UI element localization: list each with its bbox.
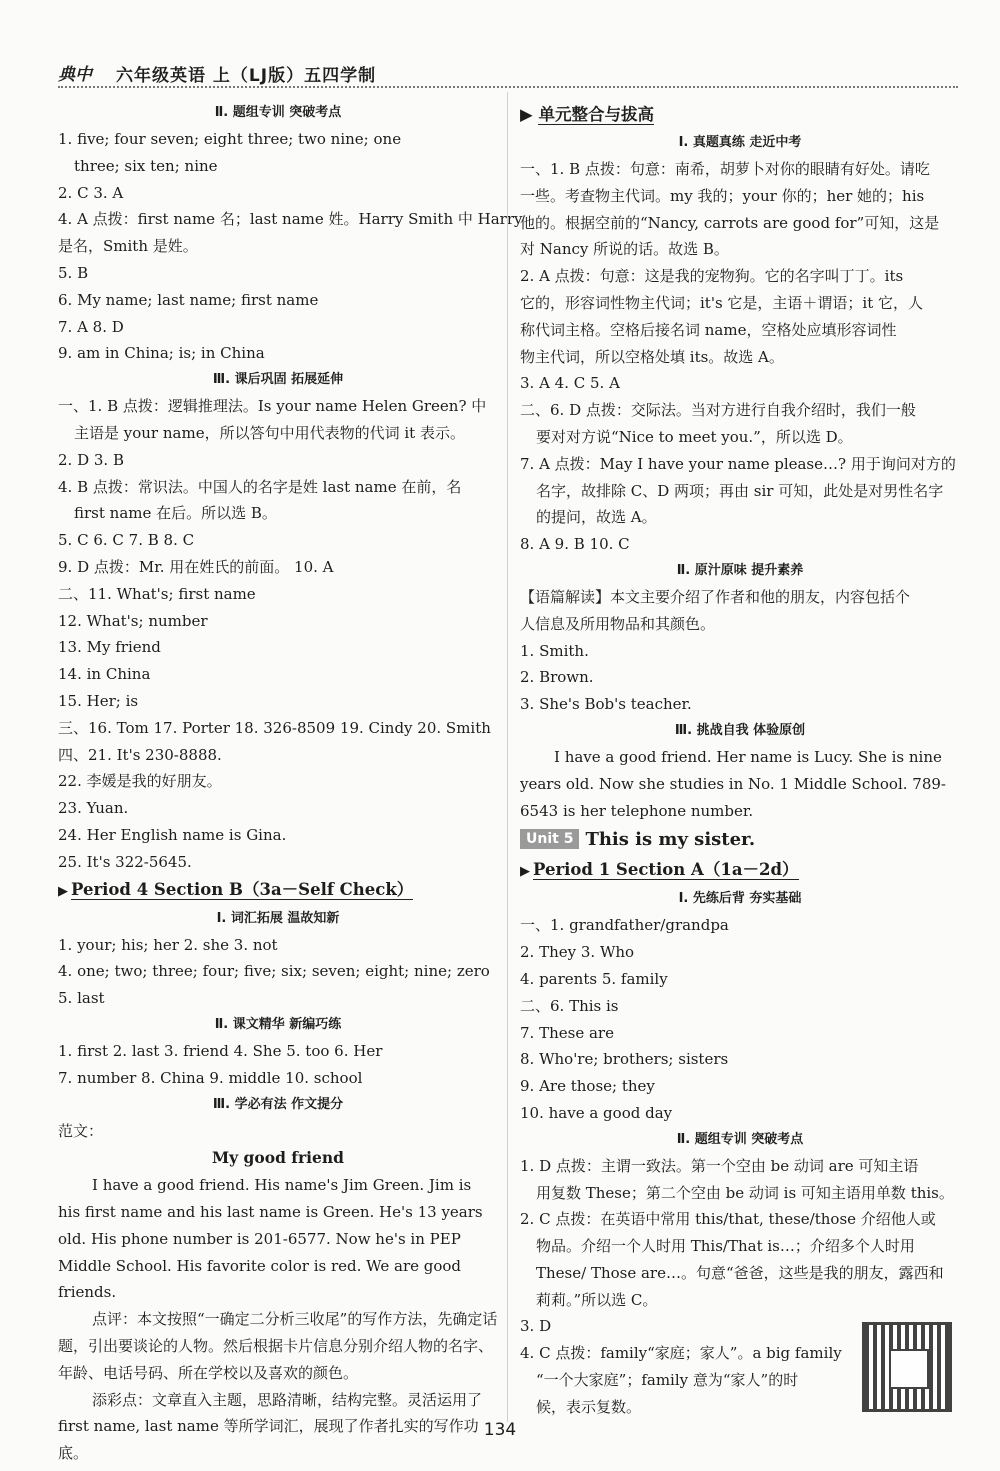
- answer-line: 用复数 These；第二个空由 be 动词 is 可知主语用单数 this。: [536, 1183, 954, 1202]
- section-subheading: Ⅱ. 课文精华 新编巧练: [214, 1016, 342, 1032]
- page-number: 134: [483, 1420, 517, 1440]
- answer-line: 的提问，故选 A。: [536, 508, 657, 527]
- answer-line: 25. It's 322-5645.: [58, 852, 192, 871]
- answer-line: 5. B: [58, 263, 89, 282]
- answer-line: 他的。根据空前的“Nancy, carrots are good for”可知，这是: [520, 213, 940, 232]
- answer-line: 22. 李媛是我的好朋友。: [58, 772, 222, 791]
- answer-line: 它的，形容词性物主代词；it's 它是，主语＋谓语；it 它，人: [520, 293, 924, 312]
- paragraph: I have a good friend. Her name is Lucy. She is nine years old. Now she studies in No. 1 Middle School. 789-6543 is her telephone number.: [520, 747, 946, 820]
- essay-title: My good friend: [212, 1148, 344, 1168]
- answer-line: 一、1. B 点拨：句意：南希，胡萝卜对你的眼睛有好处。请吃: [520, 160, 930, 178]
- section-subheading: Ⅰ. 真题真练 走近中考: [678, 135, 802, 150]
- header-divider: [58, 86, 958, 88]
- brand-logo: 典中: [58, 65, 92, 85]
- answer-line: 二、11. What's; first name: [58, 584, 256, 603]
- answer-line: 12. What's; number: [58, 611, 208, 630]
- section-subheading: Ⅲ. 学必有法 作文提分: [212, 1096, 344, 1112]
- answer-line: 2. They 3. Who: [520, 943, 635, 962]
- answer-line: “一个大家庭”；family 意为“家人”的时: [536, 1371, 799, 1390]
- answer-line: 对 Nancy 所说的话。故选 B。: [520, 240, 729, 259]
- answer-line: 1. five; four seven; eight three; two nine; one: [58, 130, 402, 148]
- answer-line: 物品。介绍一个人时用 This/That is…；介绍多个人时用: [536, 1237, 915, 1256]
- answer-line: 三、16. Tom 17. Porter 18. 326-8509 19. Cindy 20. Smith: [58, 718, 491, 737]
- answer-line: 是名，Smith 是姓。: [58, 237, 198, 256]
- paragraph: 点评：本文按照“一确定二分析三收尾”的写作方法，先确定话题，引出要谈论的人物。然后根据卡片信息分别介绍人物的名字、年龄、电话号码、所在学校以及喜欢的颜色。: [58, 1310, 498, 1382]
- answer-line: 人信息及所用物品和其颜色。: [520, 614, 716, 633]
- period-label: Period 4 Section B（3a－Self Check）: [71, 879, 414, 899]
- unit-title: This is my sister.: [585, 829, 756, 851]
- answer-line: 4. parents 5. family: [520, 969, 668, 988]
- answer-line: 4. one; two; three; four; five; six; seven; eight; nine; zero: [58, 962, 490, 981]
- answer-line: 候，表示复数。: [536, 1397, 642, 1416]
- answer-line: 3. A 4. C 5. A: [520, 374, 620, 393]
- answer-line: 4. C 点拨：family“家庭；家人”。a big family: [520, 1344, 842, 1363]
- answer-line: 一、1. grandfather/grandpa: [520, 916, 729, 935]
- answer-line: 2. C 3. A: [58, 183, 124, 202]
- answer-line: 2. D 3. B: [58, 450, 124, 469]
- answer-line: 称代词主格。空格后接名词 name，空格处应填形容词性: [520, 320, 897, 339]
- qr-code-icon: [862, 1322, 952, 1412]
- triangle-icon: ▶: [58, 883, 68, 899]
- answer-line: 3. She's Bob's teacher.: [520, 695, 692, 714]
- answer-line: 2. C 点拨：在英语中常用 this/that, these/those 介绍他人或: [520, 1210, 936, 1229]
- answer-line: 15. Her; is: [58, 691, 139, 710]
- answer-line: 9. D 点拨：Mr. 用在姓氏的前面。 10. A: [58, 557, 334, 576]
- section-subheading: Ⅰ. 先练后背 夯实基础: [678, 891, 802, 907]
- answer-line: 4. B 点拨：常识法。中国人的名字是姓 last name 在前，名: [58, 477, 462, 496]
- section-label: 单元整合与拔高: [538, 105, 654, 124]
- answer-line: 9. Are those; they: [520, 1077, 655, 1096]
- right-column: [520, 100, 960, 1421]
- unit-section-heading: [520, 100, 960, 130]
- paragraph: I have a good friend. His name's Jim Green. Jim is his first name and his last name is Green. He's 13 years old. His phone number is 201-6577. Now he's in PEP Middle School. His favorite color is red. We are good friends.: [58, 1176, 483, 1302]
- answer-line: 【语篇解读】本文主要介绍了作者和他的朋友，内容包括个: [520, 587, 911, 606]
- triangle-icon: ▶: [520, 864, 530, 880]
- book-title: 六年级英语 上（LJ版）五四学制: [116, 65, 377, 86]
- answer-line: 14. in China: [58, 665, 151, 684]
- answer-line: 主语是 your name，所以答句中用代表物的代词 it 表示。: [74, 423, 465, 442]
- answer-line: 7. A 点拨：May I have your name please…? 用于询问对方的: [520, 454, 956, 473]
- answer-line: 莉莉。”所以选 C。: [536, 1290, 658, 1309]
- answer-line: 物主代词，所以空格处填 its。故选 A。: [520, 347, 784, 366]
- unit-badge: Unit 5: [520, 829, 579, 849]
- answer-line: 24. Her English name is Gina.: [58, 825, 287, 844]
- answer-line: 8. Who're; brothers; sisters: [520, 1050, 729, 1069]
- answer-line: 6. My name; last name; first name: [58, 290, 319, 309]
- answer-line: 1. first 2. last 3. friend 4. She 5. too 6. Her: [58, 1041, 383, 1060]
- answer-line: 8. A 9. B 10. C: [520, 535, 630, 554]
- answer-line: 23. Yuan.: [58, 799, 129, 818]
- period-label: Period 1 Section A（1a－2d）: [533, 860, 799, 880]
- period-heading: [58, 876, 498, 906]
- answer-line: 5. C 6. C 7. B 8. C: [58, 531, 195, 550]
- answer-line: 一、1. B 点拨：逻辑推理法。Is your name Helen Green? 中: [58, 397, 487, 416]
- answer-line: 9. am in China; is; in China: [58, 344, 265, 363]
- answer-line: three; six ten; nine: [74, 156, 218, 175]
- answer-line: 10. have a good day: [520, 1103, 673, 1122]
- unit-heading: [520, 824, 960, 856]
- answer-line: 2. Brown.: [520, 668, 594, 687]
- answer-line: 范文：: [58, 1121, 104, 1140]
- section-subheading: Ⅱ. 题组专训 突破考点: [676, 1131, 804, 1147]
- section-subheading: Ⅰ. 词汇拓展 温故知新: [216, 910, 340, 926]
- answer-line: 7. A 8. D: [58, 317, 124, 336]
- answer-line: 7. number 8. China 9. middle 10. school: [58, 1068, 363, 1087]
- triangle-icon: ▶: [520, 105, 539, 124]
- answer-line: 二、6. D 点拨：交际法。当对方进行自我介绍时，我们一般: [520, 401, 916, 420]
- column-divider: [507, 92, 508, 1422]
- page-header: [58, 58, 958, 88]
- paragraph: 添彩点：文章直入主题，思路清晰，结构完整。灵活运用了 first name, last name 等所学词汇，展现了作者扎实的写作功底。: [58, 1390, 483, 1463]
- answer-line: 1. your; his; her 2. she 3. not: [58, 935, 278, 954]
- answer-line: 一些。考查物主代词。my 我的；your 你的；her 她的；his: [520, 186, 925, 205]
- answer-line: 4. A 点拨：first name 名；last name 姓。Harry Smith 中 Harry: [58, 210, 523, 229]
- answer-line: 7. These are: [520, 1023, 614, 1042]
- section-subheading: Ⅲ. 挑战自我 体验原创: [674, 722, 806, 738]
- answer-line: 2. A 点拨：句意：这是我的宠物狗。它的名字叫丁丁。its: [520, 267, 904, 286]
- answer-line: These/ Those are…。句意“爸爸，这些是我的朋友，露西和: [536, 1263, 944, 1282]
- answer-line: 5. last: [58, 989, 105, 1008]
- answer-line: 1. Smith.: [520, 641, 589, 660]
- section-subheading: Ⅲ. 课后巩固 拓展延伸: [212, 372, 344, 388]
- section-subheading: Ⅱ. 原汁原味 提升素养: [676, 562, 804, 578]
- answer-line: 四、21. It's 230-8888.: [58, 745, 222, 764]
- answer-line: 13. My friend: [58, 638, 161, 657]
- answer-line: 名字，故排除 C、D 两项；再由 sir 可知，此处是对男性名字: [536, 481, 944, 500]
- answer-line: 3. D: [520, 1317, 552, 1336]
- answer-line: 二、6. This is: [520, 996, 619, 1015]
- section-subheading: Ⅱ. 题组专训 突破考点: [214, 105, 342, 120]
- answer-line: first name 在后。所以选 B。: [74, 504, 277, 523]
- answer-line: 1. D 点拨：主谓一致法。第一个空由 be 动词 are 可知主语: [520, 1156, 919, 1175]
- period-heading: [520, 856, 960, 886]
- answer-line: 要对对方说“Nice to meet you.”，所以选 D。: [536, 427, 853, 446]
